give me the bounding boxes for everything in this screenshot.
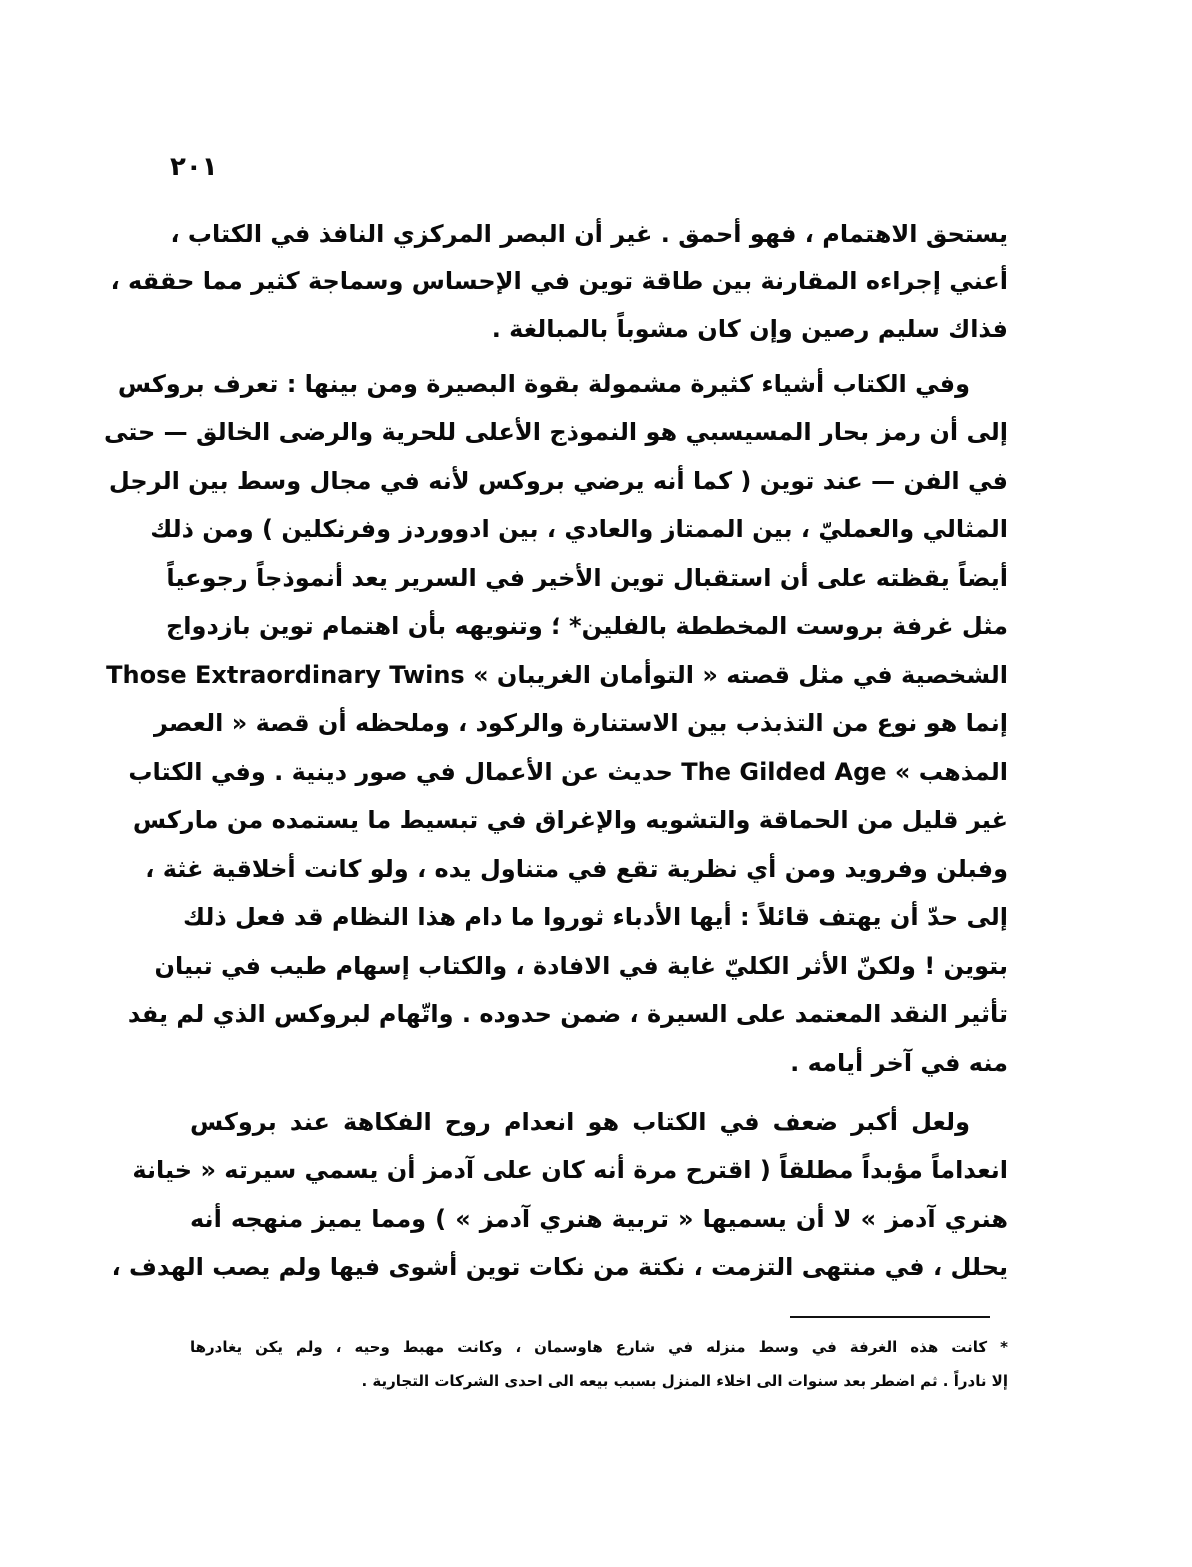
footnote-separator [790, 1316, 990, 1318]
text-line: إلى حدّ أن يهتف قائلاً : أيها الأدباء ثوروا ما دام هذا النظام قد فعل ذلك [182, 903, 1008, 931]
text-line: إنما هو نوع من التذبذب بين الاستنارة والركود ، وملحظه أن قصة « العصر [154, 709, 1008, 737]
text-line: في الفن — عند توين ( كما أنه يرضي بروكس لأنه في مجال وسط بين الرجل [108, 467, 1008, 495]
text-line: أيضاً يقظته على أن استقبال توين الأخير في السرير يعد أنموذجاً رجوعياً [166, 564, 1008, 592]
text-line: المثالي والعمليّ ، بين الممتاز والعادي ، بين ادووردز وفرنكلين ) ومن ذلك [150, 515, 1008, 543]
text-line: الشخصية في مثل قصته « التوأمان الغريبان » Those Extraordinary Twins [106, 661, 1008, 689]
text-line: ولعل أكبر ضعف في الكتاب هو انعدام روح الفكاهة عند بروكس [190, 1108, 970, 1136]
text-line: أعني إجراءه المقارنة بين طاقة توين في الإحساس وسماجة كثير مما حققه ، [110, 267, 1008, 295]
page-number: ٢٠١ [170, 152, 218, 182]
text-line: هنري آدمز » لا أن يسميها « تربية هنري آدمز » ) ومما يميز منهجه أنه [190, 1205, 1008, 1233]
footnote-line: إلا نادراً . ثم اضطر بعد سنوات الى اخلاء المنزل بسبب بيعه الى احدى الشركات التجارية . [361, 1372, 1008, 1390]
text-line: مثل غرفة بروست المخططة بالفلين* ؛ وتنويهه بأن اهتمام توين بازدواج [166, 612, 1008, 640]
text-line: غير قليل من الحماقة والتشويه والإغراق في تبسيط ما يستمده من ماركس [132, 806, 1008, 834]
text-line: منه في آخر أيامه . [790, 1049, 1008, 1077]
text-line: فذاك سليم رصين وإن كان مشوباً بالمبالغة . [491, 315, 1008, 343]
text-line: يستحق الاهتمام ، فهو أحمق . غير أن البصر المركزي النافذ في الكتاب ، [170, 220, 1008, 248]
text-line: وفبلن وفرويد ومن أي نظرية تقع في متناول يده ، ولو كانت أخلاقية غثة ، [145, 855, 1008, 883]
text-line: انعداماً مؤبداً مطلقاً ( اقترح مرة أنه كان على آدمز أن يسمي سيرته « خيانة [132, 1156, 1008, 1184]
text-line: تأثير النقد المعتمد على السيرة ، ضمن حدوده . واتّهام لبروكس الذي لم يفد [127, 1000, 1008, 1028]
text-line: يحلل ، في منتهى التزمت ، نكتة من نكات توين أشوى فيها ولم يصب الهدف ، [111, 1253, 1008, 1281]
footnote-line: * كانت هذه الغرفة في وسط منزله في شارع هاوسمان ، وكانت مهبط وحيه ، ولم يكن يغادرها [190, 1338, 1008, 1356]
text-line: المذهب » The Gilded Age حديث عن الأعمال في صور دينية . وفي الكتاب [128, 758, 1008, 786]
text-line: إلى أن رمز بحار المسيسبي هو النموذج الأعلى للحرية والرضى الخالق — حتى [103, 418, 1008, 446]
text-line: وفي الكتاب أشياء كثيرة مشمولة بقوة البصيرة ومن بينها : تعرف بروكس [117, 370, 970, 398]
text-line: بتوين ! ولكنّ الأثر الكليّ غاية في الافادة ، والكتاب إسهام طيب في تبيان [154, 952, 1008, 980]
